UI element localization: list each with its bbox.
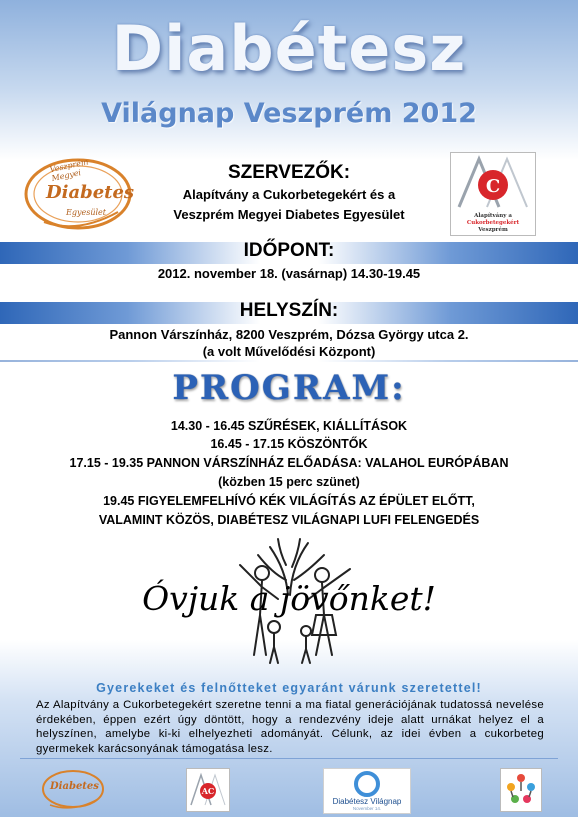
left-logo-bottom-text: Egyesület [66, 208, 106, 217]
venue-label: HELYSZÍN: [239, 300, 339, 321]
time-label: IDŐPONT: [243, 240, 335, 261]
footer-logo-world-day [323, 768, 411, 814]
ac-caption-2: Cukorbetegekért [466, 220, 520, 226]
organizers-line-2: Veszprém Megyei Diabetes Egyesület [173, 207, 405, 222]
organizer-logo-right [450, 152, 536, 236]
people-icon [501, 769, 541, 811]
program-line-3: 17.15 - 19.35 PANNON VÁRSZÍNHÁZ ELŐADÁSA: VALAHOL EURÓPÁBAN [69, 456, 509, 470]
footer-divider [20, 758, 558, 759]
organizers-line-1: Alapítvány a Cukorbetegekért és a [182, 187, 396, 202]
time-value: 2012. november 18. (vasárnap) 14.30-19.45 [157, 266, 421, 281]
program-line-4: (közben 15 perc szünet) [218, 475, 360, 489]
program-line-2: 16.45 - 17.15 KÖSZÖNTŐK [210, 437, 368, 451]
left-logo-main-text: Diabetes [46, 182, 135, 203]
left-logo-top-text: Veszprém Megyei [48, 157, 90, 184]
venue-line-1: Pannon Várszínház, 8200 Veszprém, Dózsa György utca 2. [109, 327, 469, 342]
venue-line-2: (a volt Művelődési Központ) [202, 344, 376, 359]
program-band [0, 360, 578, 362]
blue-circle-icon [324, 769, 410, 799]
program-title: PROGRAM: [172, 368, 406, 408]
ac-caption-3: Veszprém [478, 227, 508, 233]
footer-logo-2-letters: AC [201, 786, 215, 796]
program-line-1: 14.30 - 16.45 SZŰRÉSEK, KIÁLLÍTÁSOK [170, 419, 408, 433]
ac-caption-1: Alapítvány a [474, 213, 512, 219]
organizers-label: SZERVEZŐK: [227, 162, 351, 183]
footer-logo-ac [186, 768, 230, 812]
footer-logo-3-text: Diabétesz Világnap [332, 797, 402, 806]
description-paragraph: Az Alapítvány a Cukorbetegekért szeretne tenni a ma fiatal generációjának tudatossá nevelése érdekében, éppen ezért úgy döntött, hogy a rendezvény ideje alatt urnákat helyez el a helyszínen, amelybe ki-ki elhelyezheti adományát. Célunk, az idei évben a cukorbeteg gyermekek karácsonyának támogatása lesz. [36, 699, 544, 755]
ac-logo-letter: C [485, 176, 501, 197]
page-title: Diabétesz [111, 12, 467, 85]
page-subtitle: Világnap Veszprém 2012 [101, 98, 477, 129]
tagline: Gyerekeket és felnőtteket egyaránt várunk szeretettel! [96, 681, 482, 695]
footer-logo-people [500, 768, 542, 812]
slogan: Óvjuk a jövőnket! [142, 579, 436, 618]
footer-logo-diabetes [40, 765, 106, 811]
ac-foundation-logo [451, 153, 535, 211]
program-line-6: VALAMINT KÖZÖS, DIABÉTESZ VILÁGNAPI LUFI FELENGEDÉS [98, 513, 480, 527]
program-line-5: 19.45 FIGYELEMFELHÍVÓ KÉK VILÁGÍTÁS AZ ÉPÜLET ELŐTT, [103, 494, 475, 508]
footer-logo-3-sub: November 14. [352, 806, 382, 811]
footer-logo-1-text: Diabetes [50, 781, 99, 792]
ac-logo-caption [451, 213, 535, 234]
